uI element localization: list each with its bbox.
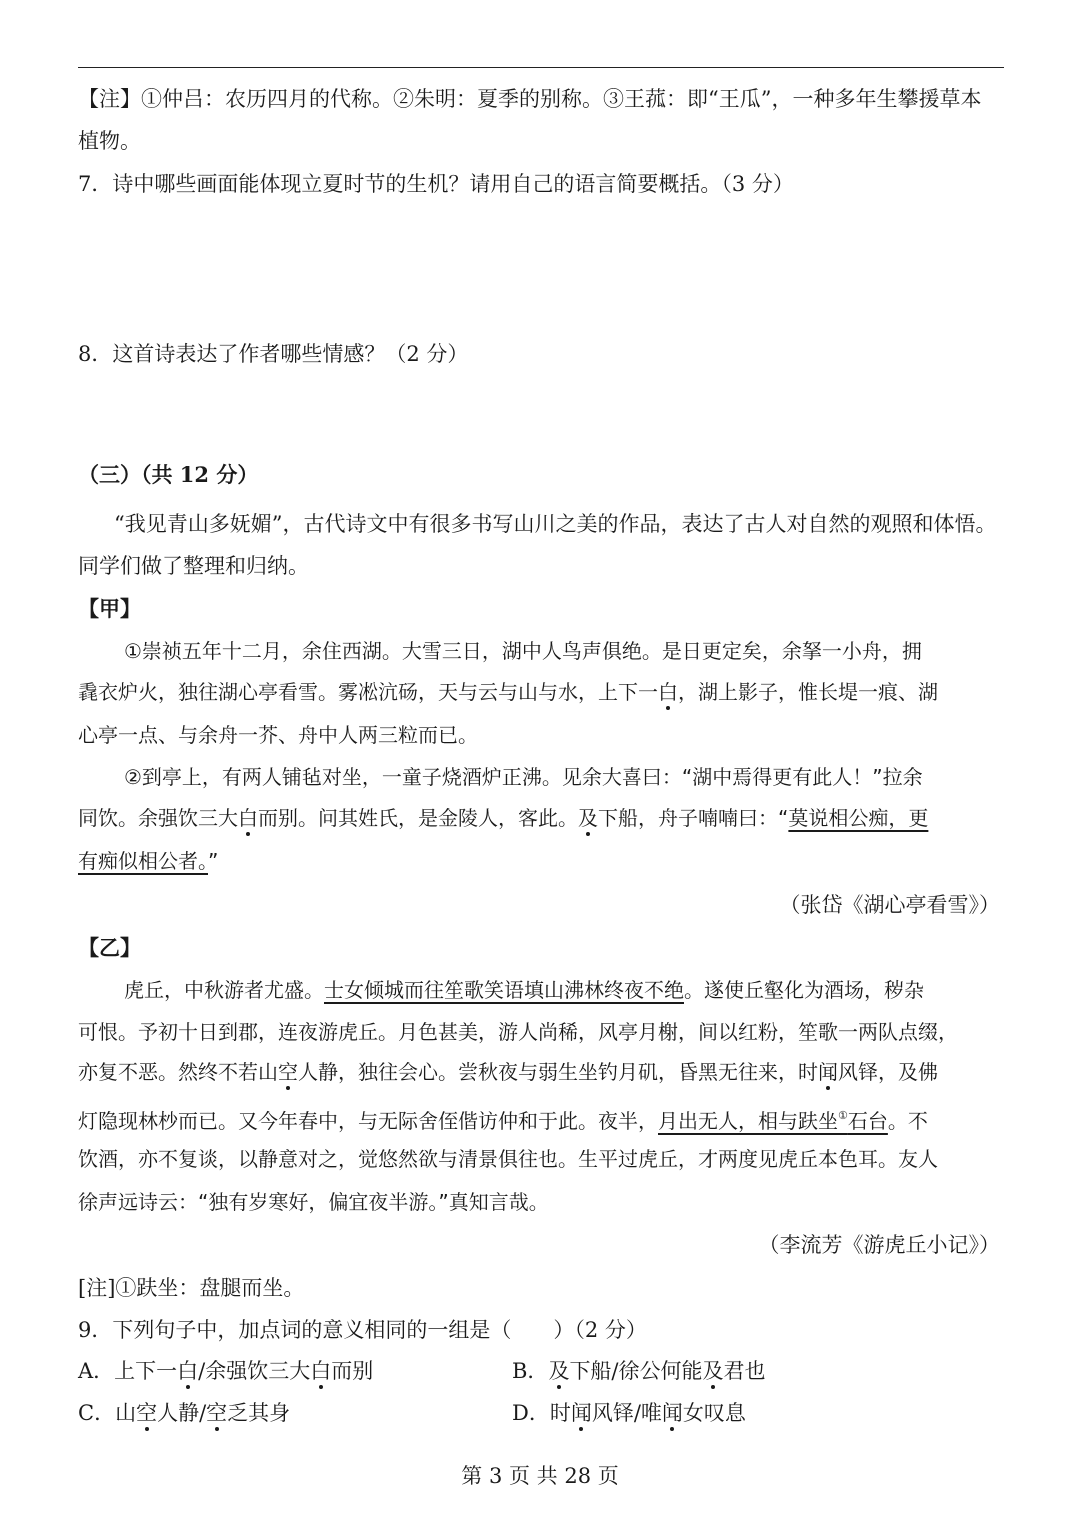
option-text: 君也 <box>723 1359 766 1383</box>
dotted-char: 空 <box>136 1401 158 1425</box>
yi-text: 月出无人，相与趺坐 <box>658 1109 838 1133</box>
jia-p2-line1: ②到亭上，有两人铺毡对坐，一童子烧酒炉正沸。见余大喜曰：“湖中焉得更有此人！”拉余 <box>124 765 923 789</box>
option-text: /余强饮三大 <box>198 1359 311 1383</box>
intro-line1: “我见青山多妩媚”，古代诗文中有很多书写山川之美的作品，表达了古人对自然的观照和体悟。 <box>114 512 997 536</box>
dotted-char: 闻 <box>661 1401 683 1425</box>
note-top-line2: 植物。 <box>78 129 141 153</box>
yi-text: 灯隐现林杪而已。又今年春中，与无际舍侄偕访仲和于此。夜半， <box>78 1109 658 1133</box>
section-heading: （三）（共 12 分） <box>78 462 259 487</box>
option-text: 上下一 <box>114 1359 178 1383</box>
note-top-line1: 【注】①仲吕：农历四月的代称。②朱明：夏季的别称。③王菰：即“王瓜”，一种多年生攀援草本 <box>78 87 982 111</box>
jia-source: （张岱《湖心亭看雪》） <box>779 893 1000 917</box>
intro-line2: 同学们做了整理和归纳。 <box>78 554 309 578</box>
yi-text: 石台 <box>847 1109 888 1133</box>
yi-text: 亦复不恶。然终不若山 <box>78 1060 278 1084</box>
yi-line6: 徐声远诗云：“独有岁寒好，偏宜夜半游。”真知言哉。 <box>78 1190 549 1214</box>
question-8: 8．这首诗表达了作者哪些情感？（2 分） <box>78 342 469 366</box>
question-7: 7．诗中哪些画面能体现立夏时节的生机？请用自己的语言简要概括。（3 分） <box>78 172 794 196</box>
option-text: 而别 <box>331 1359 374 1383</box>
dotted-char: 白 <box>177 1359 199 1383</box>
option-text: 下船/徐公何能 <box>569 1359 703 1383</box>
jia-p1-line1: ①崇祯五年十二月，余住西湖。大雪三日，湖中人鸟声俱绝。是日更定矣，余拏一小舟，拥 <box>124 639 922 663</box>
jia-text: 下船，舟子喃喃曰：“ <box>598 806 789 830</box>
dotted-char: 空 <box>206 1401 228 1425</box>
underlined-sentence: 有痴似相公者。 <box>78 849 208 873</box>
dotted-char: 空 <box>278 1060 298 1084</box>
option-text: 山 <box>115 1401 137 1425</box>
yi-line2: 可恨。予初十日到郡，连夜游虎丘。月色甚美，游人尚稀，风亭月榭，间以红粉，笙歌一两队点缀， <box>78 1020 958 1044</box>
jia-text: 毳衣炉火，独往湖心亭看雪。雾凇沆砀，天与云与山与水，上下一 <box>78 680 658 704</box>
option-label: C． <box>78 1401 116 1425</box>
question-9: 9．下列句子中，加点词的意义相同的一组是（ ）（2 分） <box>78 1318 647 1342</box>
header-rule <box>78 67 1004 68</box>
option-d <box>512 1398 746 1428</box>
option-text: 时 <box>549 1401 571 1425</box>
page-footer: 第 3 页 共 28 页 <box>461 1464 619 1488</box>
option-text: 女叹息 <box>682 1401 746 1425</box>
yi-text: 风铎，及佛 <box>838 1060 938 1084</box>
label-jia: 【甲】 <box>78 596 141 621</box>
footnote-marker: ① <box>838 1109 848 1122</box>
yi-text: 。不 <box>887 1109 928 1133</box>
yi-line1 <box>124 975 924 1005</box>
option-text: 乏其身 <box>227 1401 291 1425</box>
dotted-char: 闻 <box>818 1060 838 1084</box>
option-text: 人静/ <box>157 1401 207 1425</box>
yi-text: 虎丘，中秋游者尤盛。 <box>124 978 324 1002</box>
underlined-sentence: 莫说相公痴，更 <box>788 806 929 830</box>
yi-line5: 饮酒，亦不复谈，以静意对之，觉悠然欲与清景俱往也。生平过虎丘，才两度见虎丘本色耳。友人 <box>78 1147 938 1171</box>
option-text: 风铎/唯 <box>591 1401 662 1425</box>
dotted-char: 及 <box>702 1359 724 1383</box>
jia-p2-line2 <box>78 803 928 833</box>
option-a <box>78 1356 373 1386</box>
label-yi: 【乙】 <box>78 935 141 960</box>
jia-text: ” <box>208 849 219 873</box>
dotted-char: 白 <box>658 680 678 704</box>
option-label: D． <box>512 1401 550 1425</box>
jia-p2-line3 <box>78 846 218 876</box>
jia-text: 同饮。余强饮三大 <box>78 806 238 830</box>
dotted-char: 闻 <box>570 1401 592 1425</box>
dotted-char: 及 <box>578 806 598 830</box>
dotted-char: 白 <box>310 1359 332 1383</box>
dotted-char: 及 <box>548 1359 570 1383</box>
yi-text: 人静，独往会心。尝秋夜与弱生坐钓月矶，昏黑无往来，时 <box>298 1060 818 1084</box>
yi-line3 <box>78 1057 938 1087</box>
yi-line4 <box>78 1101 928 1136</box>
option-label: A． <box>78 1359 115 1383</box>
jia-p1-line2 <box>78 677 938 707</box>
underlined-sentence: 士女倾城而往笙歌笑语填山沸林终夜不绝 <box>324 978 684 1002</box>
option-b <box>512 1356 766 1386</box>
yi-source: （李流芳《游虎丘小记》） <box>758 1233 1000 1257</box>
jia-text: 而别。问其姓氏，是金陵人，客此。 <box>258 806 578 830</box>
option-c <box>78 1398 290 1428</box>
underlined-sentence <box>658 1109 888 1133</box>
dotted-char: 白 <box>238 806 258 830</box>
jia-p1-line3: 心亭一点、与余舟一芥、舟中人两三粒而已。 <box>78 723 478 747</box>
option-label: B． <box>512 1359 549 1383</box>
note-bottom: [注]①趺坐：盘腿而坐。 <box>78 1276 305 1300</box>
jia-text: ，湖上影子，惟长堤一痕、湖 <box>678 680 938 704</box>
yi-text: 。遂使丘壑化为酒场，秽杂 <box>684 978 924 1002</box>
